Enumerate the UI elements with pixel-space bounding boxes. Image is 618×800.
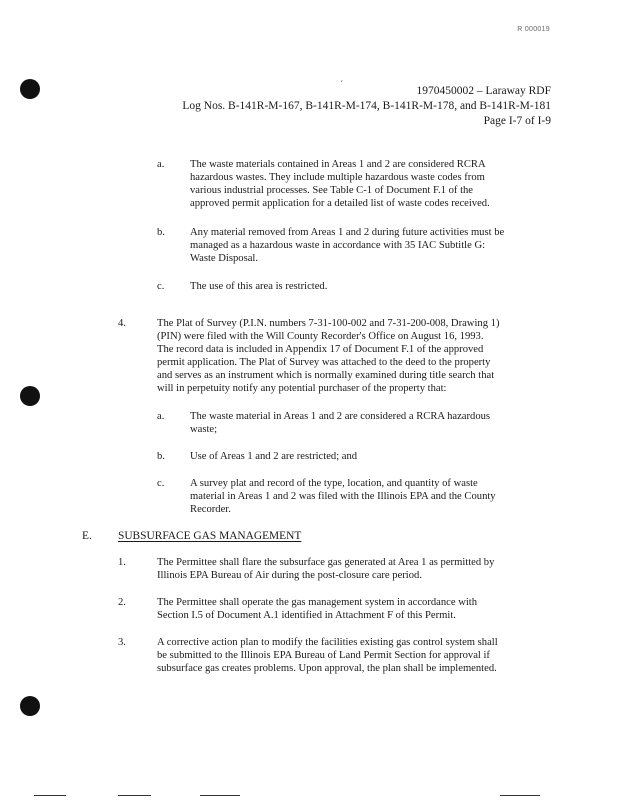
hole-punch-middle (20, 386, 40, 406)
numbered-item-text: A corrective action plan to modify the facilities existing gas control system shall be submitted to the Illinois EPA Bureau of Land Permit Section for approval if subsurface gas creates problems. Upon approval, the plan shall be implemented. (157, 637, 498, 674)
hole-punch-bottom (20, 696, 40, 716)
list-item-label: b. (157, 451, 165, 462)
list-item-text: Use of Areas 1 and 2 are restricted; and (190, 451, 358, 462)
numbered-item-label: 4. (118, 318, 126, 329)
list-item-text: The waste material in Areas 1 and 2 are considered a RCRA hazardous waste; (190, 411, 491, 435)
bates-stamp: R 000019 (517, 26, 550, 33)
numbered-item-text: The Permittee shall operate the gas management system in accordance with Section I.5 of Document A.1 identified in Attachment F of this Permit. (157, 597, 478, 621)
header-doc-id: 1970450002 – Laraway RDF (416, 85, 551, 97)
section-letter: E. (82, 530, 92, 542)
scan-artifact-line (200, 795, 240, 796)
list-item-label: a. (157, 411, 165, 422)
scan-artifact-line (118, 795, 151, 796)
list-item-label: b. (157, 227, 165, 238)
list-item-label: c. (157, 478, 165, 489)
list-item-text: The waste materials contained in Areas 1 and 2 are considered RCRA hazardous wastes. They include multiple hazardous waste codes from various industrial processes. See Table C-1 of Document F.1 of the approved permit application for a detailed list of waste codes received. (190, 159, 490, 209)
list-item-text: A survey plat and record of the type, location, and quantity of waste material in Areas 1 and 2 was filed with the Illinois EPA and the County Recorder. (190, 478, 496, 515)
header-page-number: Page I-7 of I-9 (483, 115, 551, 127)
numbered-item-label: 2. (118, 597, 126, 608)
scan-artifact-line (34, 795, 66, 796)
list-item-text: The use of this area is restricted. (190, 281, 328, 292)
section-title: SUBSURFACE GAS MANAGEMENT (118, 530, 302, 542)
scan-mark: ´ (340, 80, 344, 91)
numbered-item-label: 1. (118, 557, 126, 568)
numbered-item-text: The Plat of Survey (P.I.N. numbers 7-31-100-002 and 7-31-200-008, Drawing 1) (PIN) were filed with the Will County Recorder's Office on August 16, 1993. The record data is included in Appendix 17 of Document F.1 of the approved permit application. The Plat of Survey was attached to the deed to the property and serves as an instrument which is normally examined during title search that will in perpetuity notify any potential purchaser of the property that: (157, 318, 500, 394)
list-item-label: a. (157, 159, 165, 170)
list-item-text: Any material removed from Areas 1 and 2 during future activities must be managed as a hazardous waste in accordance with 35 IAC Subtitle G: Waste Disposal. (190, 227, 505, 264)
numbered-item-label: 3. (118, 637, 126, 648)
hole-punch-top (20, 79, 40, 99)
scan-artifact-line (500, 795, 540, 796)
header-log-nos: Log Nos. B-141R-M-167, B-141R-M-174, B-141R-M-178, and B-141R-M-181 (182, 100, 551, 112)
list-item-label: c. (157, 281, 165, 292)
numbered-item-text: The Permittee shall flare the subsurface gas generated at Area 1 as permitted by Illinois EPA Bureau of Air during the post-closure care period. (157, 557, 495, 581)
